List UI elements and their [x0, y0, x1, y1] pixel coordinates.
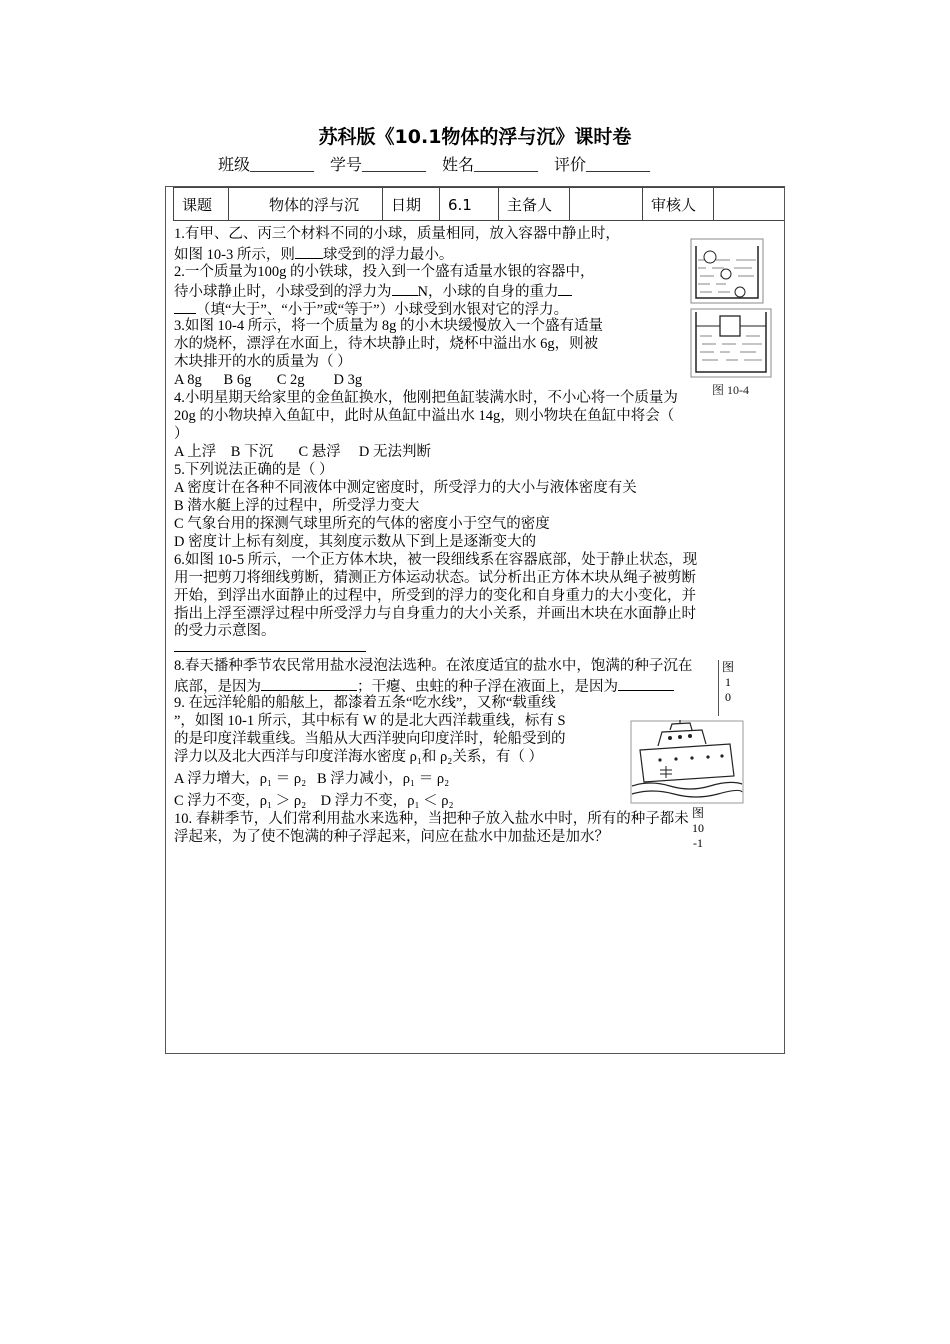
- q2-text-post: N，小球的自身的重力: [417, 284, 559, 300]
- q4-line1: 4.小明星期天给家里的金鱼缸换水，他刚把鱼缸装满水时，不小心将一个质量为: [174, 390, 678, 406]
- q10-line1: 10. 春耕季节，人们常利用盐水来选种，当把种子放入盐水中时，所有的种子都未: [174, 811, 689, 827]
- q3-line1: 3.如图 10-4 所示，将一个质量为 8g 的小木块缓慢放入一个盛有适量: [174, 318, 603, 334]
- page-title: 苏科版《10.1物体的浮与沉》课时卷: [318, 126, 632, 148]
- q8-text-pre: 底部，是因为: [174, 679, 261, 695]
- q9-options-ab: A 浮力增大，ρ₁ ＝ ρ₂ B 浮力减小，ρ₁ ＝ ρ₂: [174, 771, 450, 787]
- q9-line1: 9. 在远洋轮船的船舷上，都漆着五条“吃水线”，又称“载重线: [174, 695, 556, 711]
- q1-text-pre: 如图 10-3 所示，则: [174, 247, 295, 263]
- q10-line2: 浮起来，为了使不饱满的种子浮起来，问应在盐水中加盐还是加水？: [174, 829, 609, 845]
- figure-10-1-caption-2: 10: [692, 821, 704, 835]
- q9-line3: 的是印度洋载重线。当船从大西洋驶向印度洋时，轮船受到的: [174, 731, 566, 747]
- q4-line3: ）: [174, 426, 189, 442]
- q5-option-d: D 密度计上标有刻度，其刻度示数从下到上是逐渐变大的: [174, 534, 537, 550]
- q6-line4: 指出上浮至漂浮过程中所受浮力与自身重力的大小关系，并画出木块在水面静止时: [174, 606, 696, 622]
- q2-text-pre: 待小球静止时，小球受到的浮力为: [174, 284, 392, 300]
- figure-10-5-caption-3: 0: [725, 690, 731, 704]
- header-subject-label: 课题: [173, 187, 229, 221]
- q6-line5: 的受力示意图。: [174, 623, 276, 639]
- q5-option-c: C 气象台用的探测气球里所充的气体的密度小于空气的密度: [174, 516, 550, 532]
- q8-text-mid: ；干瘪、虫蛀的种子浮在液面上，是因为: [357, 679, 618, 695]
- header-date-value: 6.1: [439, 187, 499, 221]
- q5-option-a: A 密度计在各种不同液体中测定密度时，所受浮力的大小与液体密度有关: [174, 480, 637, 496]
- q2-line1: 2.一个质量为100g 的小铁球，投入到一个盛有适量水银的容器中，: [174, 264, 595, 280]
- figure-10-1-caption-1: 图: [691, 806, 704, 820]
- q6-line1: 6.如图 10-5 所示，一个正方体木块，被一段细线系在容器底部，处于静止状态，现: [174, 552, 698, 568]
- header-date-label: 日期: [382, 187, 440, 221]
- q5-stem: 5.下列说法正确的是（ ）: [174, 462, 334, 478]
- q4-options: A 上浮 B 下沉 C 悬浮 D 无法判断: [174, 444, 431, 460]
- figure-10-5-caption-2: 1: [725, 675, 731, 689]
- q2-text-end: （填“大于”、“小于”或“等于”）小球受到水银对它的浮力。: [196, 302, 569, 318]
- q6-line3: 开始，到浮出水面静止的过程中，所受到的浮力的变化和自身重力的大小变化，并: [174, 588, 696, 604]
- q9-line4: 浮力以及北大西洋与印度洋海水密度 ρ₁和 ρ₂关系，有（ ）: [174, 749, 543, 765]
- figure-10-4-label: 图 10-4: [712, 383, 749, 397]
- q6-line2: 用一把剪刀将细线剪断，猜测正方体运动状态。试分析出正方体木块从绳子被剪断: [174, 570, 696, 586]
- worksheet-table-box: [165, 186, 785, 1054]
- q3-line3: 木块排开的水的质量为（ ）: [174, 354, 352, 370]
- q3-line2: 水的烧杯，漂浮在水面上，待木块静止时，烧杯中溢出水 6g，则被: [174, 336, 599, 352]
- figure-10-5-caption-1: 图: [721, 660, 734, 674]
- student-info-line: 班级________ 学号________ 姓名________ 评价________: [218, 157, 651, 174]
- q4-line2: 20g 的小物块掉入鱼缸中，此时从鱼缸中溢出水 14g，则小物块在鱼缸中将会（: [174, 408, 675, 424]
- q1-text-post: 球受到的浮力最小。: [322, 247, 454, 263]
- q3-options: A 8g B 6g C 2g D 3g: [174, 372, 363, 388]
- figure-10-1-caption-3: -1: [693, 836, 703, 850]
- q5-option-b: B 潜水艇上浮的过程中，所受浮力变大: [174, 498, 420, 514]
- q8-line1: 8.春天播种季节农民常用盐水浸泡法选种。在浓度适宜的盐水中，饱满的种子沉在: [174, 658, 693, 674]
- header-preparer-label: 主备人: [498, 187, 570, 221]
- header-subject-text: 物体的浮与沉: [269, 196, 360, 214]
- q9-options-cd: C 浮力不变，ρ₁ ＞ ρ₂ D 浮力不变，ρ₁ ＜ ρ₂: [174, 793, 454, 809]
- header-reviewer-label: 审核人: [642, 187, 714, 221]
- q1-line1: 1.有甲、乙、丙三个材料不同的小球，质量相同，放入容器中静止时，: [174, 226, 620, 242]
- q9-line2: ”，如图 10-1 所示，其中标有 W 的是北大西洋载重线，标有 S: [174, 713, 566, 729]
